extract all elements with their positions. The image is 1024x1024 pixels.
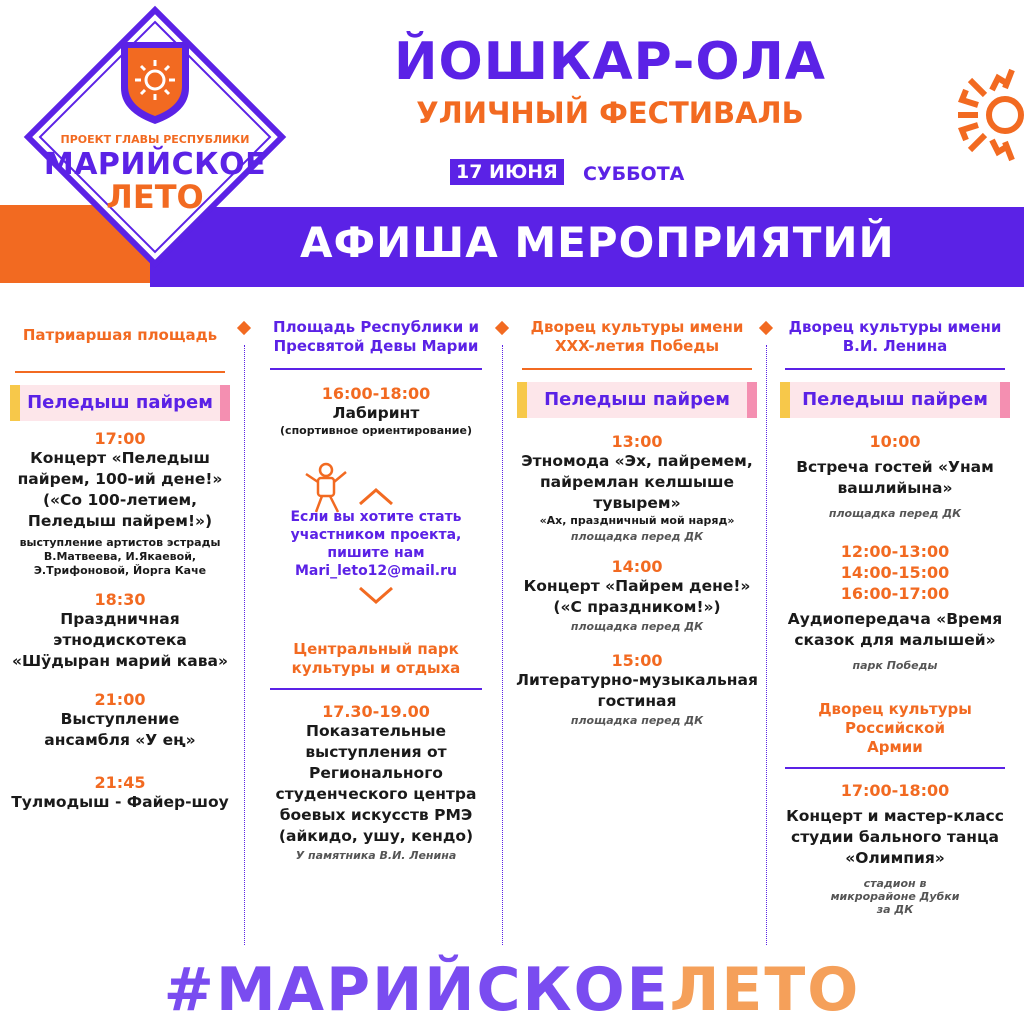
venue-title: Дворец культуры имени В.И. Ленина xyxy=(788,318,1002,355)
event-time: 17:00 xyxy=(94,429,146,448)
column-divider xyxy=(244,345,245,945)
event-time: 16:00-17:00 xyxy=(840,584,950,603)
venue-title: Патриаршая площадь xyxy=(22,326,218,344)
weekday: СУББОТА xyxy=(583,163,685,185)
event-title: Тулмодыш - Файер-шоу xyxy=(11,793,229,811)
event-place: У памятника В.И. Ленина xyxy=(295,849,457,862)
event-time: 17:00-18:00 xyxy=(840,781,950,800)
banner-title: АФИША МЕРОПРИЯТИЙ xyxy=(300,218,895,267)
chevron-up-icon xyxy=(356,486,396,506)
venue-rule xyxy=(270,368,482,370)
event-place: парк Победы xyxy=(852,659,938,672)
sun-icon xyxy=(950,60,1024,170)
column-patriarch-square xyxy=(5,318,235,813)
venue-title: Дворец культуры Российской Армии xyxy=(818,700,972,756)
hashtag xyxy=(0,955,1024,1024)
contact-email[interactable]: Mari_leto12@mail.ru xyxy=(295,563,457,579)
divider-diamond xyxy=(237,321,251,335)
event-place: площадка перед ДК xyxy=(828,507,962,520)
column-dk-victory xyxy=(512,318,762,733)
event-time: 21:00 xyxy=(94,690,146,709)
event-note: (спортивное ориентирование) xyxy=(280,424,472,437)
column-divider xyxy=(502,345,503,945)
event-note: «Ах, праздничный мой наряд» xyxy=(539,514,735,527)
date-badge: 17 ИЮНЯ xyxy=(450,159,564,185)
event-title: Праздничная этнодискотека «Шӱдыран марий кава» xyxy=(11,610,229,670)
peledysh-badge: Пеледыш пайрем xyxy=(780,382,1010,418)
event-note: выступление артистов эстрады В.Матвеева, И.Якаевой, Э.Трифоновой, Йорга Каче xyxy=(19,536,221,577)
event-title: Литературно-музыкальная гостиная xyxy=(516,671,758,710)
event-title: Концерт «Пеледыш пайрем, 100-ий дене!» («Со 100-летием, Пеледыш пайрем!») xyxy=(17,449,223,530)
divider-diamond xyxy=(495,321,509,335)
venue-title: Дворец культуры имени XXX-летия Победы xyxy=(530,318,744,355)
event-place: стадион в микрорайоне Дубки за ДК xyxy=(830,877,960,916)
event-title: Этномода «Эх, пайремем, пайремлан келшыше тувырем» xyxy=(521,452,753,512)
event-time: 15:00 xyxy=(611,651,663,670)
event-time: 13:00 xyxy=(611,432,663,451)
event-time: 16:00-18:00 xyxy=(321,384,431,403)
event-time: 12:00-13:00 xyxy=(840,542,950,561)
column-divider xyxy=(766,345,767,945)
column-republic-square xyxy=(260,318,492,868)
event-place: площадка перед ДК xyxy=(570,620,704,633)
venue-title: Площадь Республики и Пресвятой Девы Марии xyxy=(273,318,479,355)
logo-project: ПРОЕКТ ГЛАВЫ РЕСПУБЛИКИ xyxy=(60,133,250,146)
logo-title-1: МАРИЙСКОЕ xyxy=(43,147,267,182)
event-title: Встреча гостей «Унам вашлийына» xyxy=(796,458,994,497)
venue-rule xyxy=(785,767,1005,769)
promo-text: Если вы хотите стать участником проекта, пишите нам xyxy=(290,509,462,561)
hashtag-part2: ЛЕТО xyxy=(669,955,861,1024)
event-title: Лабиринт xyxy=(332,404,420,422)
event-time: 10:00 xyxy=(869,432,921,451)
event-time: 14:00 xyxy=(611,557,663,576)
event-time: 21:45 xyxy=(94,773,146,792)
event-title: Показательные выступления от Регионального студенческого центра боевых искусств РМЭ (айкидо, ушу, кендо) xyxy=(275,722,477,845)
peledysh-badge: Пеледыш пайрем xyxy=(517,382,757,418)
event-time: 18:30 xyxy=(94,590,146,609)
event-time: 14:00-15:00 xyxy=(840,563,950,582)
festival-title: УЛИЧНЫЙ ФЕСТИВАЛЬ xyxy=(416,96,804,130)
event-title: Выступление ансамбля «У ең» xyxy=(44,710,196,749)
event-time: 17.30-19.00 xyxy=(322,702,430,721)
runner-icon xyxy=(296,458,356,518)
venue-title: Центральный парк культуры и отдыха xyxy=(291,640,461,677)
event-title: Концерт «Пайрем дене!» («С праздником!») xyxy=(523,577,751,616)
hashtag-part1: #МАРИЙСКОЕ xyxy=(163,955,670,1024)
logo-title-2: ЛЕТО xyxy=(106,178,204,216)
event-place: площадка перед ДК xyxy=(570,714,704,727)
venue-rule xyxy=(785,368,1005,370)
city-title: ЙОШКАР-ОЛА xyxy=(393,32,827,92)
chevron-down-icon xyxy=(356,586,396,606)
venue-rule xyxy=(15,371,225,373)
column-dk-lenin xyxy=(775,318,1015,922)
event-place: площадка перед ДК xyxy=(570,530,704,543)
venue-rule xyxy=(270,688,482,690)
event-title: Концерт и мастер-класс студии бального танца «Олимпия» xyxy=(786,807,1004,867)
venue-rule xyxy=(522,368,752,370)
event-title: Аудиопередача «Время сказок для малышей» xyxy=(787,610,1003,649)
peledysh-badge: Пеледыш пайрем xyxy=(10,385,230,421)
